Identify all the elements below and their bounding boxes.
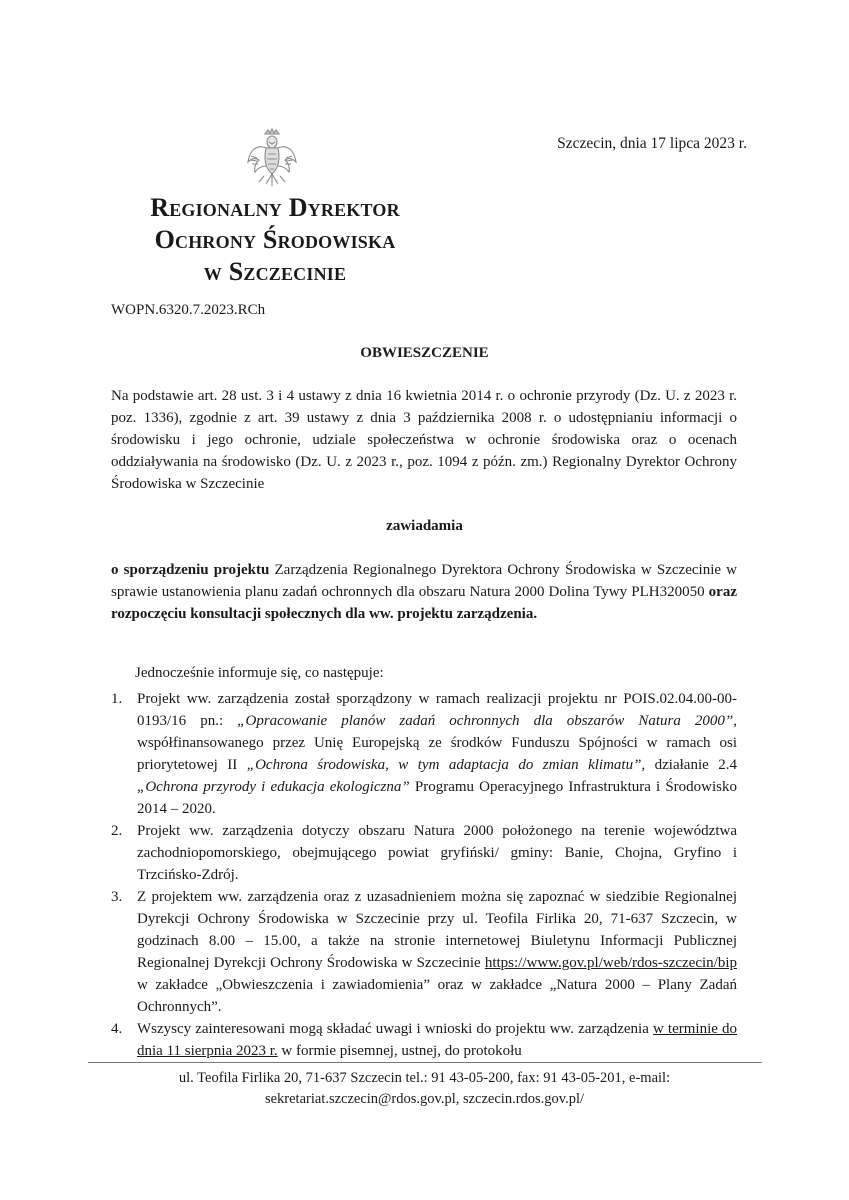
authority-line: Regionalny Dyrektor — [150, 193, 400, 222]
footer-email: sekretariat.szczecin@rdos.gov.pl, szczecin.rdos.gov.pl/ — [264, 1091, 585, 1107]
intro-text: Jednocześnie informuje się, co następuje: — [135, 665, 384, 681]
authority-line: w Szczecinie — [203, 257, 347, 286]
list-item-number: 4. — [111, 1021, 123, 1037]
announcement-text: Zarządzenia Regionalnego Dyrektora Ochrony Środowiska w Szczecinie w sprawie ustanowienia planu zadań ochronnych dla obszaru Natura 2000 Dolina Tywy PLH320050 — [111, 562, 737, 600]
item-text: Projekt ww. zarządzenia dotyczy obszaru Natura 2000 położonego na terenie województwa zachodniopomorskiego, obejmującego powiat gryfiński/ gminy: Banie, Chojna, Gryfino i Trzcińsko-Zdrój. — [137, 823, 737, 883]
item-italic-text: „Opracowanie planów zadań ochronnych dla obszarów Natura 2000” — [237, 713, 734, 729]
item-text: Projekt ww. zarządzenia został sporządzony w ramach realizacji projektu nr POIS.02.04.00-00-0193/16 pn.: — [137, 691, 737, 729]
item-text: Wszyscy zainteresowani mogą składać uwagi i wnioski do projektu ww. zarządzenia — [137, 1021, 653, 1037]
footer-divider — [88, 1062, 762, 1063]
eagle-emblem-icon — [246, 128, 298, 192]
item-italic-text: „Ochrona przyrody i edukacja ekologiczna” — [137, 779, 410, 795]
authority-name — [100, 192, 450, 288]
announce-verb: zawiadamia — [386, 518, 463, 534]
document-title: OBWIESZCZENIE — [360, 345, 489, 361]
announcement-bold-end: oraz rozpoczęciu konsultacji społecznych dla ww. projektu zarządzenia. — [111, 584, 737, 622]
list-item — [111, 1018, 737, 1062]
item-text: działanie 2.4 — [645, 757, 737, 773]
list-item — [111, 886, 737, 1018]
legal-basis-paragraph: Na podstawie art. 28 ust. 3 i 4 ustawy z dnia 16 kwietnia 2014 r. o ochronie przyrody (Dz. U. z 2023 r. poz. 1336), zgodnie z art. 39 ustawy z dnia 3 października 2008 r. o udostępnianiu informacji o środowisku i jego ochronie, udziale społeczeństwa w ochronie środowiska oraz o ocenach oddziaływania na środowisko (Dz. U. z 2023 r., poz. 1094 z późn. zm.) Regionalny Dyrektor Ochrony Środowiska w Szczecinie — [111, 388, 737, 492]
item-text: Z projektem ww. zarządzenia oraz z uzasadnieniem można się zapoznać w siedzibie Regionalnej Dyrekcji Ochrony Środowiska w Szczecinie przy ul. Teofila Firlika 20, 71-637 Szczecin, w godzinach 8.00 – 15.00, a także na stronie internetowej Biuletynu Informacji Publicznej Regionalnej Dyrekcji Ochrony Środowiska w Szczecinie — [137, 889, 737, 971]
information-list — [111, 688, 737, 1062]
footer-contact — [0, 1068, 849, 1110]
authority-line: Ochrony Środowiska — [154, 225, 396, 254]
footer-address: ul. Teofila Firlika 20, 71-637 Szczecin tel.: 91 43-05-200, fax: 91 43-05-201, e-mail: — [178, 1070, 671, 1086]
item-text: w formie pisemnej, ustnej, do protokołu — [277, 1043, 522, 1059]
bip-link[interactable]: https://www.gov.pl/web/rdos-szczecin/bip — [484, 955, 737, 971]
list-item-number: 2. — [111, 823, 123, 839]
list-item — [111, 820, 737, 886]
announcement-paragraph — [111, 559, 737, 625]
list-item-number: 1. — [111, 691, 123, 707]
announcement-bold-start: o sporządzeniu projektu — [111, 562, 270, 578]
document-date: Szczecin, dnia 17 lipca 2023 r. — [557, 135, 747, 152]
item-text: w zakładce „Obwieszczenia i zawiadomienia” oraz w zakładce „Natura 2000 – Plany Zadań Ochronnych”. — [137, 977, 737, 1015]
item-italic-text: „Ochrona środowiska, w tym adaptacja do zmian klimatu”, — [246, 757, 646, 773]
list-item — [111, 688, 737, 820]
item-text: Programu Operacyjnego Infrastruktura i Środowisko 2014 – 2020. — [137, 779, 738, 817]
item-text: , współfinansowanego przez Unię Europejską ze środków Funduszu Spójności w ramach osi priorytetowej II — [137, 713, 737, 773]
deadline-text: w terminie do dnia 11 sierpnia 2023 r. — [137, 1021, 737, 1059]
case-signature: WOPN.6320.7.2023.RCh — [111, 302, 266, 318]
list-item-number: 3. — [111, 889, 123, 905]
